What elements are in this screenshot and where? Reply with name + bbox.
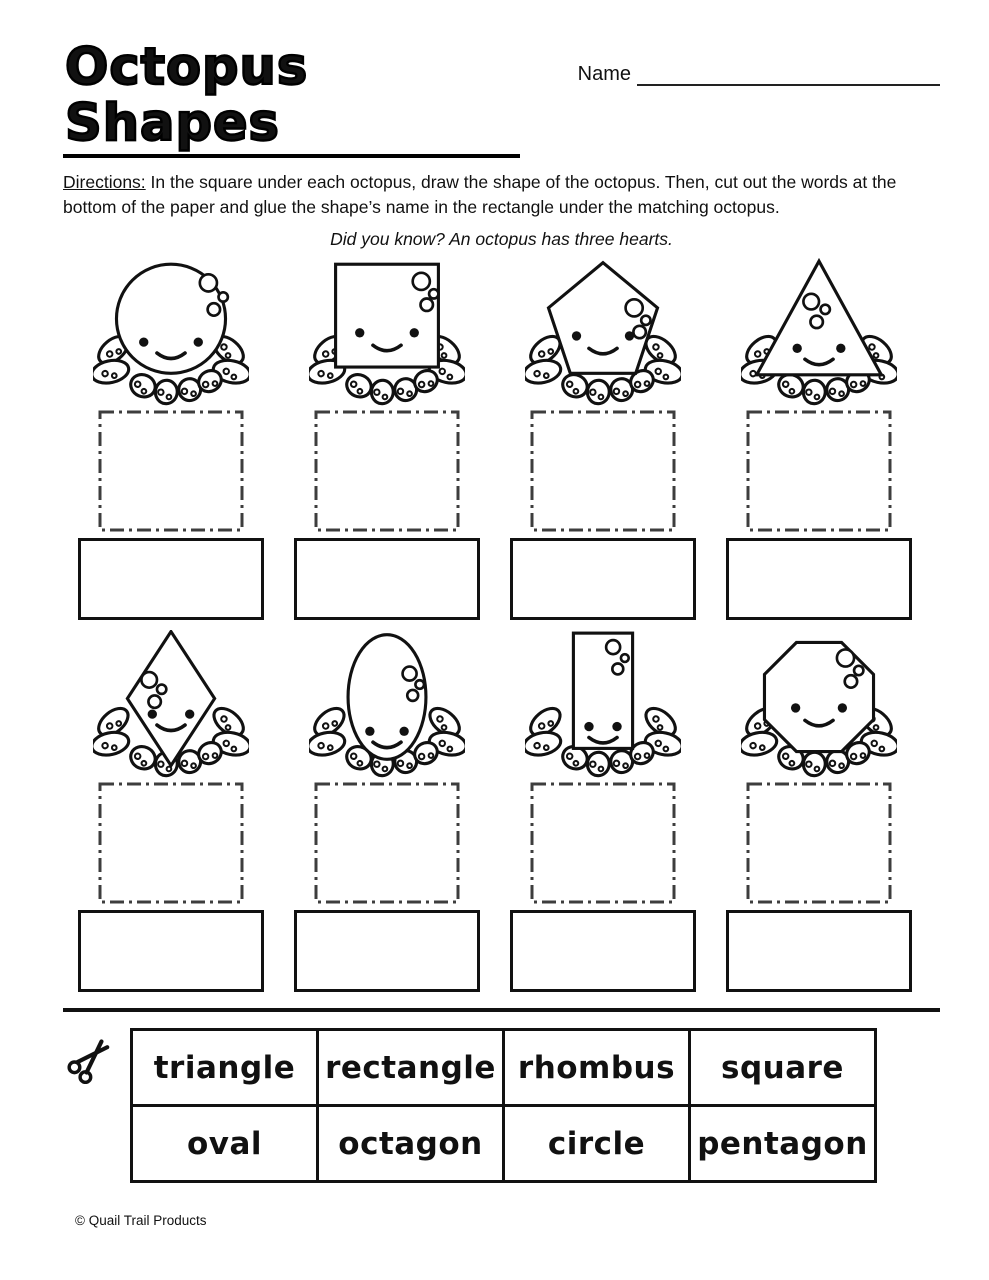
word-card[interactable]: oval [132,1106,318,1182]
octopus-pentagon [525,258,681,406]
octopus-circle [93,258,249,406]
octopus-triangle [741,258,897,406]
octopus-square [309,258,465,406]
glue-word-box[interactable] [726,910,912,992]
worksheet-column [711,258,927,620]
word-bank-table [130,1028,877,1183]
word-card[interactable]: circle [504,1106,690,1182]
worksheet-column [279,258,495,620]
directions-label: Directions: [63,172,146,193]
name-block [578,62,940,86]
draw-shape-box[interactable] [314,410,460,532]
worksheet-column [495,258,711,620]
glue-word-box[interactable] [510,538,696,620]
word-bank-section [63,1028,940,1183]
draw-shape-box[interactable] [530,782,676,904]
word-card[interactable]: rectangle [318,1030,504,1106]
word-card[interactable]: octagon [318,1106,504,1182]
octopus-octagon [741,630,897,778]
worksheet-column [711,630,927,992]
name-label: Name [577,63,631,85]
worksheet-column [63,258,279,620]
word-card[interactable]: triangle [132,1030,318,1106]
octopus-grid [63,258,940,992]
octopus-rhombus [93,630,249,778]
draw-shape-box[interactable] [314,782,460,904]
draw-shape-box[interactable] [530,410,676,532]
fun-fact: Did you know? An octopus has three hearts. [330,229,673,250]
word-card[interactable]: square [690,1030,876,1106]
glue-word-box[interactable] [510,910,696,992]
glue-word-box[interactable] [294,538,480,620]
word-card[interactable]: rhombus [504,1030,690,1106]
glue-word-box[interactable] [78,538,264,620]
directions-text: In the square under each octopus, draw the shape of the octopus. Then, cut out the words at the bottom of the paper and glue the shape’s name in the rectangle under the matching octopus. [63,172,897,218]
draw-shape-box[interactable] [98,410,244,532]
octopus-oval [309,630,465,778]
glue-word-box[interactable] [726,538,912,620]
scissors-icon [67,1038,113,1089]
name-input-line[interactable] [637,62,940,86]
draw-shape-box[interactable] [98,782,244,904]
header [63,40,940,158]
cut-line [63,1008,940,1012]
draw-shape-box[interactable] [746,410,892,532]
directions [63,170,913,220]
octopus-rectangle [525,630,681,778]
glue-word-box[interactable] [78,910,264,992]
copyright: © Quail Trail Products [75,1213,207,1229]
worksheet-column [63,630,279,992]
draw-shape-box[interactable] [746,782,892,904]
worksheet-column [495,630,711,992]
word-card[interactable]: pentagon [690,1106,876,1182]
worksheet-column [279,630,495,992]
page-title: Octopus Shapes [63,40,520,158]
glue-word-box[interactable] [294,910,480,992]
